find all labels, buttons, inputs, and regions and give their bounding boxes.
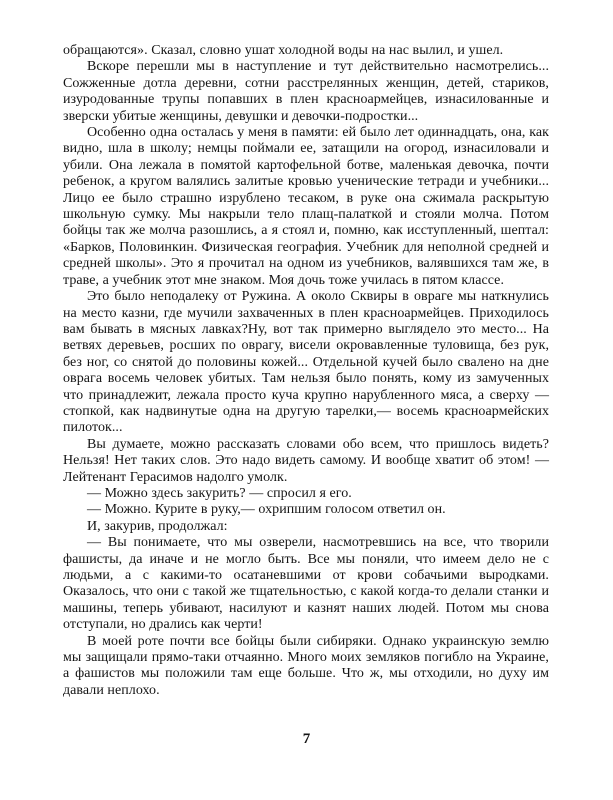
paragraph-10: В моей роте почти все бойцы были сибиряки. Однако украинскую землю мы защищали прямо-таки отчаянно. Много моих земляков погибло на Украине, а фашистов мы положили там еще больше. Что ж, мы отходили, но духу им давали неплохо.: [63, 633, 549, 698]
text-column: [63, 43, 549, 699]
paragraph-1: обращаются». Сказал, словно ушат холодной воды на нас вылил, и ушел.: [63, 43, 504, 58]
page-number: 7: [302, 731, 311, 747]
paragraph-3: Особенно одна осталась у меня в памяти: ей было лет одиннадцать, она, как видно, шла в школу; немцы поймали ее, затащили на огород, изнасиловали и убили. Она лежала в помятой картофельной ботве, маленькая девочка, почти ребенок, а кругом валялись залитые кровью ученические тетради и учебники... Лицо ее было страшно изрублено тесаком, в руке она сжимала раскрытую школьную сумку. Мы накрыли тело плащ-палаткой и стояли молча. Потом бойцы так же молча разошлись, а я стоял и, помню, как исступленный, шептал: «Барков, Половинкин. Физическая география. Учебник для неполной средней и средней школы». Это я прочитал на одном из учебников, валявшихся там же, в траве, а учебник этот мне знаком. Моя дочь тоже училась в пятом классе.: [63, 125, 549, 288]
paragraph-8: И, закурив, продолжал:: [87, 518, 228, 534]
paragraph-2: Вскоре перешли мы в наступление и тут действительно насмотрелись... Сожженные дотла деревни, сотни расстрелянных женщин, детей, стариков, изуродованные трупы попавших в плен красноармейцев, изнасилованные и зверски убитые женщины, девушки и девочки-подростки...: [63, 59, 549, 124]
paragraph-4: Это было неподалеку от Ружина. А около Сквиры в овраге мы наткнулись на место казни, где мучили захваченных в плен красноармейцев. Приходилось вам бывать в мясных лавках?Ну, вот так примерно выглядело это место... На ветвях деревьев, росших по оврагу, висели окровавленные туловища, без рук, без ног, со снятой до половины кожей... Отдельной кучей было свалено на дне оврага восемь человек убитых. Там нельзя было понять, кому из замученных что принадлежит, лежала просто куча крупно нарубленного мяса, а сверху — стопкой, как надвинутые одна на другую тарелки,— восемь красноармейских пилоток...: [63, 289, 549, 436]
paragraph-9: — Вы понимаете, что мы озверели, насмотревшись на все, что творили фашисты, да иначе и не могло быть. Все мы поняли, что имеем дело не с людьми, а с какими-то осатаневшими от крови собачьими выродками. Оказалось, что они с такой же тщательностью, с какой когда-то делали станки и машины, теперь убивают, насилуют и казнят наших людей. Потом мы снова отступали, но дрались как черти!: [63, 535, 549, 633]
paragraph-5: Вы думаете, можно рассказать словами обо всем, что пришлось видеть? Нельзя! Нет таких слов. Это надо видеть самому. И вообще хватит об этом! — Лейтенант Герасимов надолго умолк.: [63, 436, 549, 485]
paragraph-6: — Можно здесь закурить? — спросил я его.: [87, 485, 352, 501]
paragraph-7: — Можно. Курите в руку,— охрипшим голосом ответил он.: [87, 502, 446, 518]
